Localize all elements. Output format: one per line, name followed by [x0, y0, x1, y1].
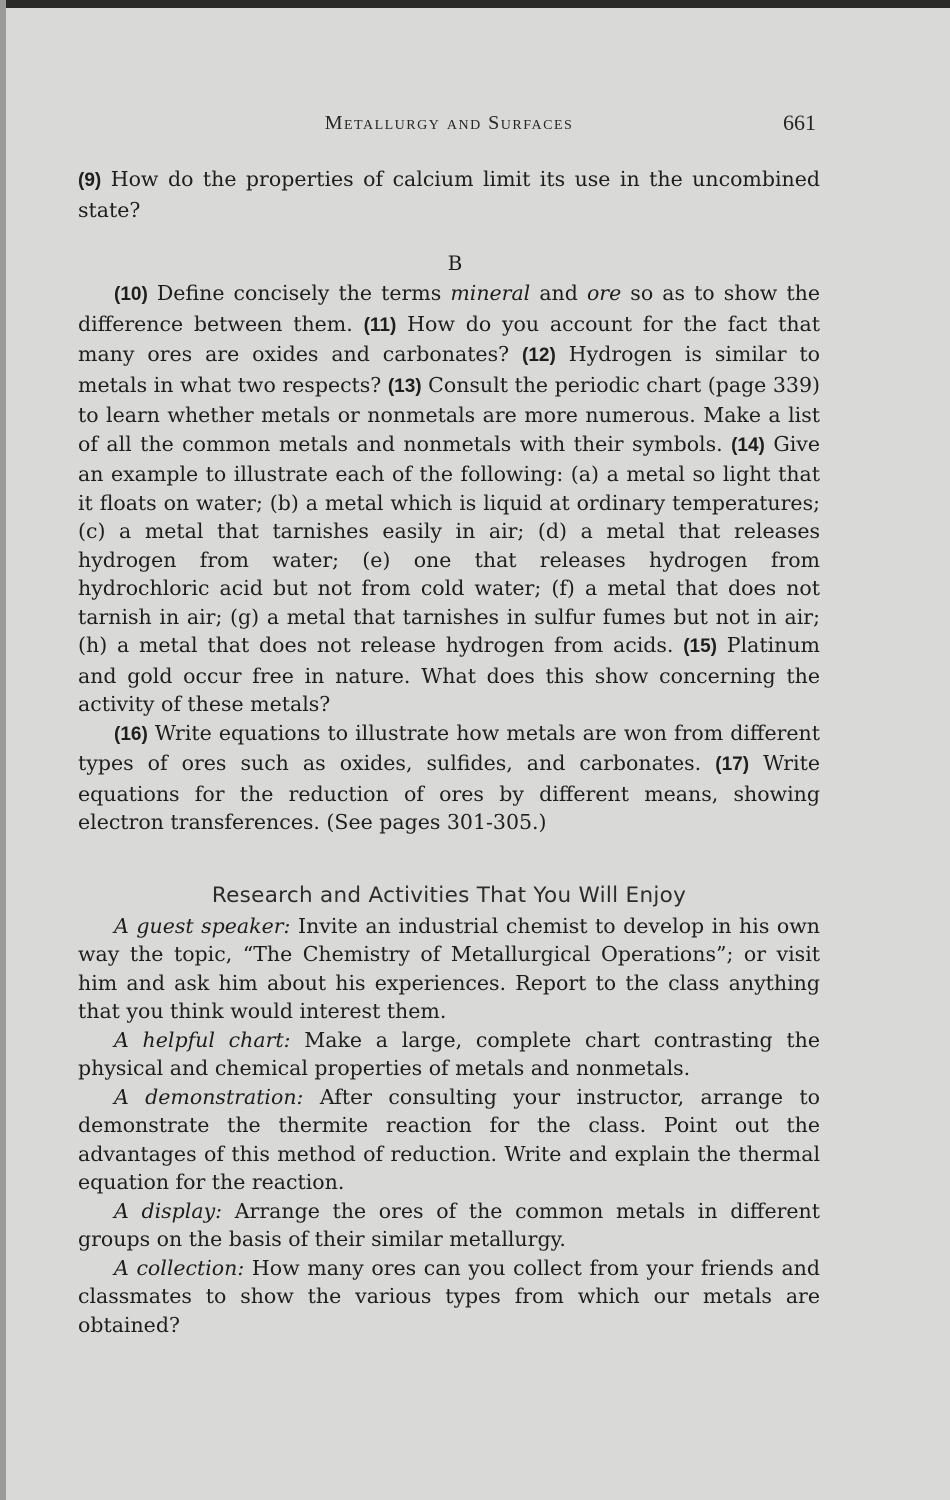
activity-label: A display: — [114, 1198, 223, 1223]
activity-helpful-chart — [78, 1026, 820, 1083]
activity-label: A demonstration: — [114, 1084, 304, 1109]
activity-label: A helpful chart: — [114, 1027, 291, 1052]
activity-display — [78, 1197, 820, 1254]
question-number: (16) — [114, 723, 148, 745]
page-top-edge — [0, 0, 950, 8]
question-text: Hydrogen is similar to metals in what two respects? — [78, 342, 821, 397]
question-9 — [78, 165, 820, 224]
binding-edge — [0, 0, 6, 1500]
running-title: Metallurgy and Surfaces — [324, 112, 574, 134]
question-number: (15) — [683, 636, 717, 657]
book-page — [78, 112, 820, 1339]
activity-text: Arrange the ores of the common metals in different groups on the basis of their similar metallurgy. — [78, 1198, 820, 1251]
activity-text: Invite an industrial chemist to develop in his own way the topic, “The Chemistry of Metallurgical Operations”; or visit him and ask him about his experiences. Report to the class anything that you think would interest them. — [78, 913, 820, 1023]
question-text: How do the properties of calcium limit its use in the uncombined state? — [78, 167, 820, 222]
question-number: (17) — [715, 754, 750, 775]
question-number: (11) — [363, 314, 397, 336]
question-text: Write equations to illustrate how metals are won from different types of ores such as oxides, sulfides, and carbonates. — [78, 720, 820, 775]
question-number: (13) — [387, 375, 422, 397]
activity-label: A guest speaker: — [114, 913, 291, 938]
activity-text: After consulting your instructor, arrange to demonstrate the thermite reaction for the class. Point out the advantages of this method of reduction. Write and explain the thermal equation for the reaction. — [78, 1084, 820, 1194]
section-b-heading: B — [447, 251, 463, 275]
question-text: Consult the periodic chart (page 339) to learn whether metals or nonmetals are more numerous. Make a list of all the common metals and nonmetals with their symbols. — [78, 372, 820, 456]
activity-guest-speaker — [78, 912, 820, 1026]
question-text: How do you account for the fact that many ores are oxides and carbonates? — [78, 311, 821, 366]
question-text: Write equations for the reduction of ores by different means, showing electron transferences. (See pages 301-305.) — [78, 751, 820, 834]
question-number: (10) — [114, 284, 148, 305]
questions-16-17 — [78, 719, 820, 837]
question-text: and — [530, 281, 587, 305]
question-text: so as to show the difference between them. — [78, 281, 820, 336]
activity-demonstration — [78, 1083, 820, 1197]
activity-collection — [78, 1254, 820, 1340]
research-heading: Research and Activities That You Will Enjoy — [211, 882, 687, 908]
running-head — [78, 112, 820, 142]
activity-text: How many ores can you collect from your friends and classmates to show the various types from which our metals are obtained? — [78, 1255, 820, 1337]
activity-label: A collection: — [114, 1255, 245, 1280]
question-text: Give an example to illustrate each of the following: (a) a metal so light that it floats on water; (b) a metal which is liquid at ordinary temperatures; (c) a metal that tarnishes easily in air; (d) a metal that releases hydrogen from water; (e) one that releases hydrogen from hydrochloric acid but not from cold water; (f) a metal that does not tarnish in air; (g) a metal that tarnishes in sulfur fumes but not in air; (h) a metal that does not release hydrogen from acids. — [78, 431, 820, 657]
question-text: Define concisely the terms — [147, 281, 451, 305]
page-number: 661 — [783, 110, 816, 135]
question-number: (14) — [731, 434, 765, 456]
question-number: (12) — [522, 345, 556, 366]
term-mineral: mineral — [450, 281, 531, 305]
questions-10-15 — [78, 279, 820, 719]
activity-text: Make a large, complete chart contrasting the physical and chemical properties of metals and nonmetals. — [78, 1027, 820, 1080]
question-number: (9) — [78, 170, 102, 191]
term-ore: ore — [586, 281, 622, 305]
question-text: Platinum and gold occur free in nature. What does this show concerning the activity of these metals? — [78, 633, 820, 716]
